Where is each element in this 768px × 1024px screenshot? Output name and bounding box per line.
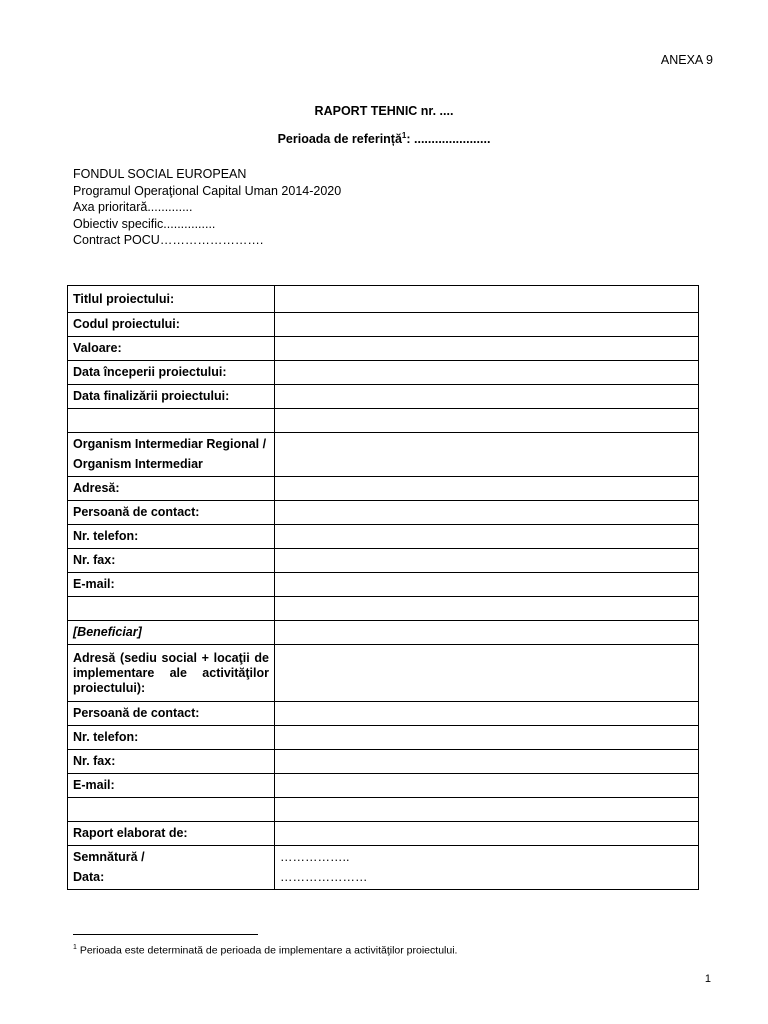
- row-value[interactable]: [275, 501, 699, 525]
- row-label: [Beneficiar]: [68, 621, 275, 645]
- row-value[interactable]: [275, 361, 699, 385]
- label-line: Organism Intermediar: [73, 457, 203, 471]
- row-label: Valoare:: [68, 337, 275, 361]
- row-value[interactable]: [275, 846, 699, 890]
- row-label: Nr. telefon:: [68, 525, 275, 549]
- specific-objective: Obiectiv specific...............: [73, 216, 216, 231]
- row-label: Codul proiectului:: [68, 313, 275, 337]
- reference-period-label: Perioada de referință: [277, 132, 402, 147]
- row-label: Data finalizării proiectului:: [68, 385, 275, 409]
- row-label: [68, 597, 275, 621]
- footnote-reference: 1: [401, 131, 407, 140]
- row-label: [68, 433, 275, 477]
- row-label: Data începerii proiectului:: [68, 361, 275, 385]
- row-value[interactable]: [275, 798, 699, 822]
- row-value[interactable]: [275, 822, 699, 846]
- table-row: [68, 286, 699, 313]
- label-line: Data:: [73, 870, 105, 884]
- row-label: Nr. fax:: [68, 549, 275, 573]
- row-value[interactable]: [275, 549, 699, 573]
- table-row: [68, 774, 699, 798]
- row-label: Titlul proiectului:: [68, 286, 275, 313]
- row-value[interactable]: [275, 645, 699, 702]
- table-row-spacer: [68, 798, 699, 822]
- table-row: [68, 846, 699, 890]
- row-value[interactable]: [275, 573, 699, 597]
- date-dots: …………………: [280, 870, 368, 884]
- row-label: Nr. fax:: [68, 750, 275, 774]
- reference-period: [0, 131, 768, 146]
- annex-label: ANEXA 9: [660, 53, 713, 67]
- row-label: Nr. telefon:: [68, 726, 275, 750]
- report-title: RAPORT TEHNIC nr. ....: [314, 104, 454, 118]
- priority-axis: Axa prioritară.............: [73, 200, 193, 214]
- row-label: Persoană de contact:: [68, 501, 275, 525]
- table-row-spacer: [68, 409, 699, 433]
- row-label: Adresă (sediu social + locaţii de implementare ale activităţilor proiectului):: [68, 645, 275, 702]
- footnote-number: 1: [73, 944, 77, 951]
- page-number: 1: [704, 973, 711, 985]
- row-value[interactable]: [275, 409, 699, 433]
- signature-dots: ……………..: [280, 850, 350, 864]
- row-label: Raport elaborat de:: [68, 822, 275, 846]
- table-row: [68, 385, 699, 409]
- row-value[interactable]: [275, 525, 699, 549]
- row-label: E-mail:: [68, 774, 275, 798]
- contract-number: Contract POCU…………………….: [73, 233, 264, 247]
- row-value[interactable]: [275, 477, 699, 501]
- program-name: Programul Operaţional Capital Uman 2014-2020: [73, 183, 342, 198]
- table-row: [68, 525, 699, 549]
- table-row: [68, 621, 699, 645]
- row-value[interactable]: [275, 597, 699, 621]
- row-value[interactable]: [275, 774, 699, 798]
- row-value[interactable]: [275, 621, 699, 645]
- row-label: [68, 846, 275, 890]
- row-value[interactable]: [275, 433, 699, 477]
- fund-name: FONDUL SOCIAL EUROPEAN: [73, 167, 247, 181]
- table-row: [68, 361, 699, 385]
- reference-period-dots: : ......................: [406, 132, 491, 147]
- label-line: Organism Intermediar Regional /: [73, 437, 267, 451]
- table-row: [68, 702, 699, 726]
- row-value[interactable]: [275, 313, 699, 337]
- footnote: [73, 944, 457, 957]
- table-row: [68, 726, 699, 750]
- table-row: [68, 477, 699, 501]
- row-value[interactable]: [275, 385, 699, 409]
- row-label: Adresă:: [68, 477, 275, 501]
- footnote-separator: [73, 934, 258, 935]
- table-row: [68, 822, 699, 846]
- table-row: [68, 573, 699, 597]
- row-label: [68, 798, 275, 822]
- row-value[interactable]: [275, 726, 699, 750]
- table-row-spacer: [68, 597, 699, 621]
- row-value[interactable]: [275, 750, 699, 774]
- row-label: Persoană de contact:: [68, 702, 275, 726]
- row-label: E-mail:: [68, 573, 275, 597]
- row-label: [68, 409, 275, 433]
- table-row: [68, 433, 699, 477]
- table-row: [68, 645, 699, 702]
- table-row: [68, 501, 699, 525]
- footnote-text: Perioada este determinată de perioada de implementare a activităţilor proiectului.: [76, 944, 458, 957]
- row-value[interactable]: [275, 702, 699, 726]
- row-value[interactable]: [275, 286, 699, 313]
- table-row: [68, 549, 699, 573]
- label-line: Semnătură /: [73, 850, 145, 864]
- table-row: [68, 750, 699, 774]
- project-info-table: [67, 285, 699, 890]
- program-info: [73, 166, 341, 249]
- table-row: [68, 313, 699, 337]
- table-row: [68, 337, 699, 361]
- row-value[interactable]: [275, 337, 699, 361]
